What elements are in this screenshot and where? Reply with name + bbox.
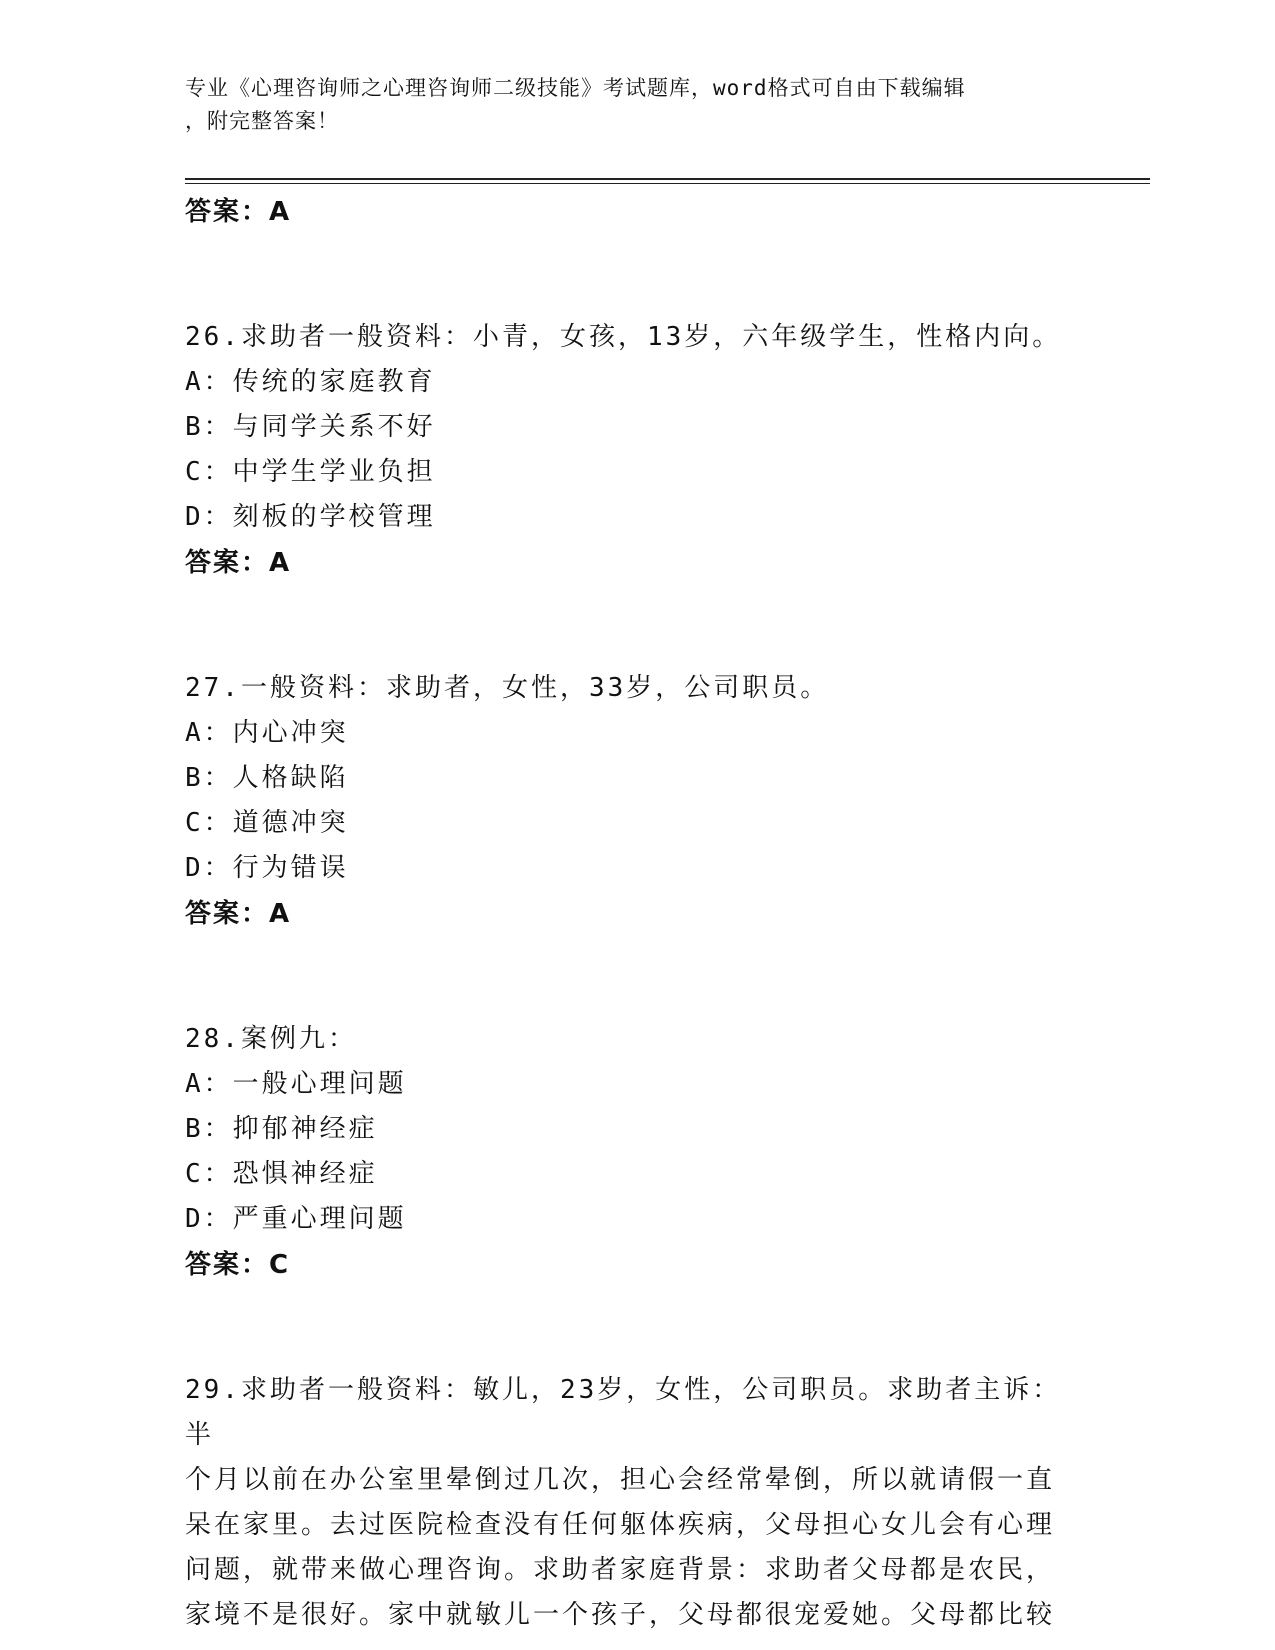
option-c: C：恐惧神经症 [185,1159,378,1189]
option-a: A：内心冲突 [185,718,349,748]
paragraph-line: 呆在家里。去过医院检查没有任何躯体疾病，父母担心女儿会有心理 [185,1510,1056,1540]
option-d: D：严重心理问题 [185,1204,407,1234]
question-text: 27.一般资料：求助者，女性，33岁，公司职员。 [185,673,830,703]
question-28 [185,1017,1085,1288]
option-a: A：传统的家庭教育 [185,367,436,397]
paragraph-line: 个月以前在办公室里晕倒过几次，担心会经常晕倒，所以就请假一直 [185,1465,1056,1495]
answer-25: 答案：A [185,197,292,227]
spacer [185,1288,1085,1368]
option-b: B：与同学关系不好 [185,412,436,442]
spacer [185,586,1085,666]
option-a: A：一般心理问题 [185,1069,407,1099]
question-26 [185,315,1085,586]
option-b: B：抑郁神经症 [185,1114,378,1144]
paragraph-line: 问题，就带来做心理咨询。求助者家庭背景：求助者父母都是农民， [185,1555,1056,1585]
question-27 [185,666,1085,937]
spacer [185,937,1085,1017]
answer: 答案：A [185,548,292,578]
option-d: D：刻板的学校管理 [185,502,436,532]
paragraph-line: 29.求助者一般资料：敏儿，23岁，女性，公司职员。求助者主诉：半 [185,1375,1062,1450]
question-29 [185,1368,1085,1638]
option-c: C：道德冲突 [185,808,349,838]
question-content [185,189,1085,1638]
question-text: 26.求助者一般资料：小青，女孩，13岁，六年级学生，性格内向。 [185,322,1062,352]
answer: 答案：A [185,899,292,929]
option-c: C：中学生学业负担 [185,457,436,487]
answer: 答案：C [185,1250,291,1280]
option-d: D：行为错误 [185,853,349,883]
header-rule-thin [185,183,1150,184]
paragraph-line: 家境不是很好。家中就敏儿一个孩子，父母都很宠爱她。父母都比较 [185,1600,1056,1630]
page-header [185,72,1085,138]
header-line-1: 专业《心理咨询师之心理咨询师二级技能》考试题库，word格式可自由下载编辑 [185,76,966,100]
question-text: 28.案例九： [185,1024,357,1054]
spacer [185,235,1085,315]
option-b: B：人格缺陷 [185,763,349,793]
header-rule-thick [185,178,1150,180]
header-line-2: ，附完整答案！ [185,109,339,133]
